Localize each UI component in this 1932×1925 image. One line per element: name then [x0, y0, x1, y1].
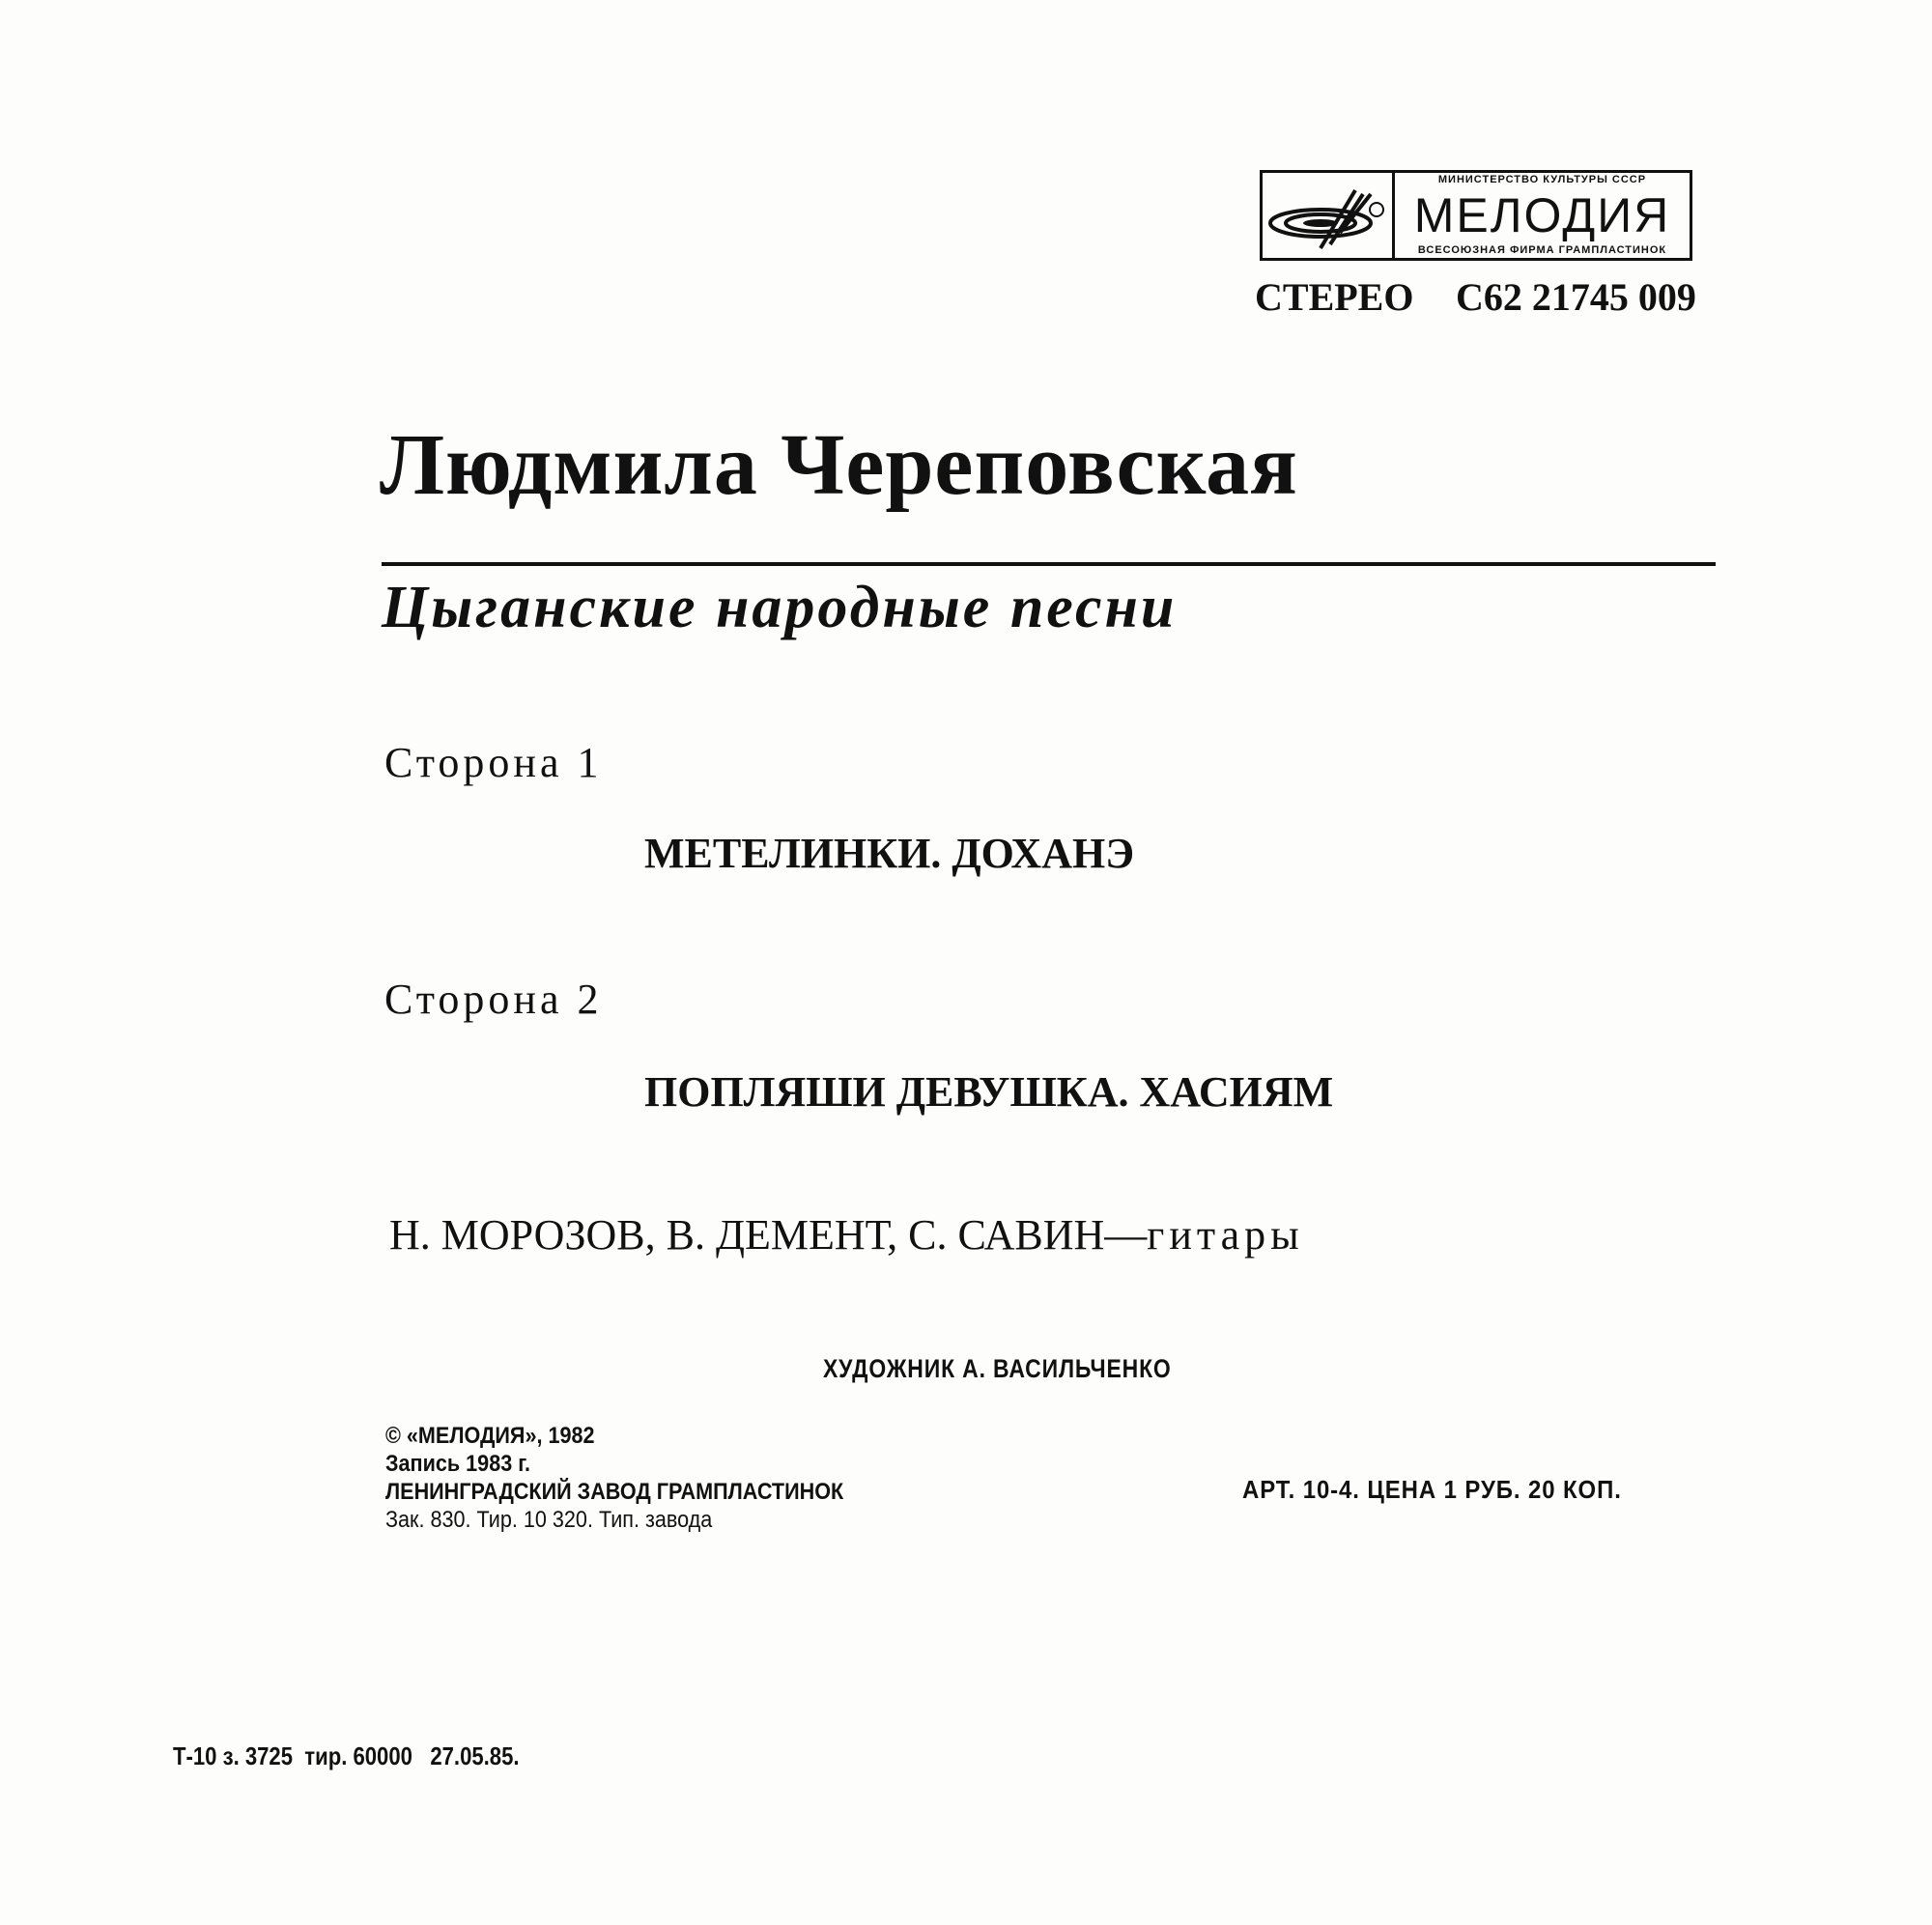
side-2-label: Сторона 2: [384, 976, 603, 1023]
side-1-label: Сторона 1: [384, 739, 603, 786]
imprint-block: [385, 1422, 843, 1534]
logo-top-line: МИНИСТЕРСТВО КУЛЬТУРЫ СССР: [1437, 174, 1647, 185]
artist-name: Людмила Череповская: [380, 417, 1298, 513]
melodiya-logo: [1260, 170, 1692, 261]
musicians-dash: —: [1104, 1211, 1148, 1259]
imprint-copyright: © «МЕЛОДИЯ», 1982: [385, 1423, 595, 1449]
side-2-tracks: ПОПЛЯШИ ДЕВУШКА. ХАСИЯМ: [644, 1068, 1334, 1116]
imprint-order: Зак. 830. Тир. 10 320. Тип. завода: [385, 1507, 713, 1533]
musicians-credit: [389, 1211, 1304, 1259]
record-emblem-icon: [1263, 173, 1395, 258]
title-divider: [382, 562, 1716, 566]
imprint-plant: ЛЕНИНГРАДСКИЙ ЗАВОД ГРАМПЛАСТИНОК: [385, 1479, 844, 1505]
print-code: Т-10 з. 3725 тир. 60000 27.05.85.: [173, 1741, 520, 1770]
catalog-format: СТЕРЕО: [1255, 275, 1414, 319]
imprint-recording: Запись 1983 г.: [385, 1451, 531, 1477]
price: АРТ. 10-4. ЦЕНА 1 РУБ. 20 КОП.: [1242, 1475, 1622, 1504]
logo-brand: МЕЛОДИЯ: [1413, 188, 1671, 242]
logo-bottom-line: ВСЕСОЮЗНАЯ ФИРМА ГРАМПЛАСТИНОК: [1417, 244, 1667, 256]
musicians-names: Н. МОРОЗОВ, В. ДЕМЕНТ, С. САВИН: [389, 1211, 1105, 1259]
musicians-role: гитары: [1147, 1211, 1304, 1259]
side-1-tracks: МЕТЕЛИНКИ. ДОХАНЭ: [644, 830, 1135, 877]
album-title: Цыганские народные песни: [382, 575, 1178, 640]
artist-credit: ХУДОЖНИК А. ВАСИЛЬЧЕНКО: [823, 1354, 1172, 1383]
catalog-number: С62 21745 009: [1456, 275, 1696, 319]
